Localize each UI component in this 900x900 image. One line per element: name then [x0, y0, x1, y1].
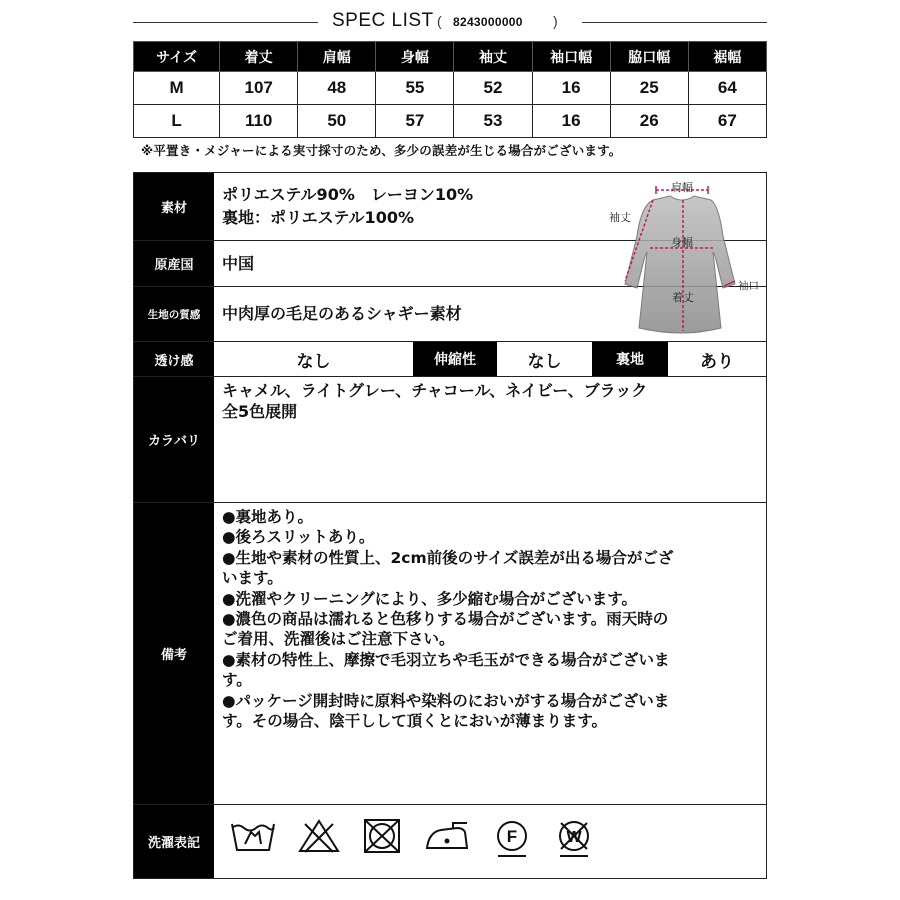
size-row-m — [134, 72, 767, 105]
size-cell: M — [134, 72, 220, 105]
sheer-label: 透け感 — [134, 342, 214, 376]
size-cell: 50 — [298, 105, 376, 138]
wet-clean-letter: W — [566, 829, 582, 846]
product-code: 8243000000 — [453, 15, 523, 29]
size-cell: 52 — [454, 72, 532, 105]
diagram-length-label: 着丈 — [672, 291, 694, 304]
size-table-header — [134, 42, 767, 72]
size-cell: 57 — [376, 105, 454, 138]
code-paren-open: ( — [437, 13, 442, 29]
garment-measurement-diagram — [595, 176, 770, 348]
size-header-cell: 袖丈 — [454, 42, 532, 72]
material-line-2: 裏地：ポリエステル100% — [222, 208, 414, 227]
size-note: ※平置き・メジャーによる実寸採寸のため、多少の誤差が生じる場合がございます。 — [141, 143, 622, 158]
texture-label: 生地の質感 — [134, 287, 214, 341]
size-cell: 48 — [298, 72, 376, 105]
note-line: ●洗濯やクリーニングにより、多少縮む場合がございます。 — [222, 589, 637, 608]
stretch-value: なし — [527, 351, 562, 372]
size-cell: 67 — [688, 105, 766, 138]
note-line: います。 — [222, 569, 283, 588]
note-line: ●濃色の商品は濡れると色移りする場合がございます。雨天時の — [222, 610, 669, 629]
size-cell: 55 — [376, 72, 454, 105]
size-cell: 26 — [610, 105, 688, 138]
size-header-cell: サイズ — [134, 42, 220, 72]
size-table — [133, 41, 767, 138]
size-header-cell: 袖口幅 — [532, 42, 610, 72]
size-cell: 25 — [610, 72, 688, 105]
spec-block — [133, 172, 767, 879]
origin-value: 中国 — [222, 254, 255, 273]
texture-value: 中肉厚の毛足のあるシャギー素材 — [222, 304, 462, 323]
material-line-1: ポリエステル90% レーヨン10% — [222, 185, 474, 204]
note-line: ●後ろスリットあり。 — [222, 528, 375, 547]
no-wet-clean-icon — [553, 818, 595, 860]
size-cell: 16 — [532, 72, 610, 105]
size-cell: 16 — [532, 105, 610, 138]
origin-label: 原産国 — [134, 241, 214, 286]
note-line: ●素材の特性上、摩擦で毛羽立ちや毛玉ができる場合がございま — [222, 650, 670, 669]
size-header-cell: 裾幅 — [688, 42, 766, 72]
material-label: 素材 — [134, 173, 214, 240]
dry-clean-f-icon — [491, 818, 533, 860]
title-rule-right — [582, 22, 767, 23]
note-line: ●パッケージ開封時に原料や染料のにおいがする場合がございま — [222, 691, 670, 710]
diagram-body-label: 身幅 — [671, 236, 693, 249]
hand-wash-icon — [229, 818, 277, 854]
page-title: SPEC LIST — [332, 10, 434, 31]
notes-row — [133, 503, 767, 805]
colors-line-1: キャメル、ライトグレー、チャコール、ネイビー、ブラック — [222, 381, 648, 400]
care-row — [133, 805, 767, 879]
lining-value: あり — [700, 351, 734, 372]
sheer-value: なし — [296, 351, 331, 372]
note-line: ●裏地あり。 — [222, 508, 314, 526]
iron-low-icon — [423, 818, 471, 854]
size-cell: 64 — [688, 72, 766, 105]
stretch-label: 伸縮性 — [413, 342, 497, 376]
diagram-shoulder-label: 肩幅 — [671, 181, 693, 194]
note-line: す。その場合、陰干しして頂くとにおいが薄まります。 — [222, 712, 608, 731]
no-bleach-icon — [297, 818, 341, 854]
lining-label: 裏地 — [592, 342, 668, 376]
title-rule-left — [133, 22, 318, 23]
size-cell: 110 — [220, 105, 298, 138]
note-line: ●生地や素材の性質上、2cm前後のサイズ誤差が出る場合がござ — [222, 548, 674, 567]
notes-label: 備考 — [134, 503, 214, 804]
size-cell: 107 — [220, 72, 298, 105]
size-header-cell: 着丈 — [220, 42, 298, 72]
size-header-cell: 身幅 — [376, 42, 454, 72]
diagram-sleeve-label: 袖丈 — [609, 211, 631, 224]
note-line: ご着用、洗濯後はご注意下さい。 — [222, 630, 455, 649]
no-tumble-dry-icon — [361, 818, 403, 854]
size-cell: 53 — [454, 105, 532, 138]
size-header-cell: 肩幅 — [298, 42, 376, 72]
notes-list — [222, 507, 757, 731]
size-cell: L — [134, 105, 220, 138]
care-label: 洗濯表記 — [134, 805, 214, 878]
colors-label: カラバリ — [134, 377, 214, 502]
colors-line-2: 全5色展開 — [222, 402, 298, 421]
care-icons — [229, 818, 595, 860]
code-paren-close: ) — [553, 13, 558, 29]
dry-clean-letter: F — [506, 827, 518, 846]
colors-row — [133, 377, 767, 503]
size-header-cell: 脇口幅 — [610, 42, 688, 72]
diagram-cuff-label: 袖口 — [738, 280, 759, 292]
size-row-l — [134, 105, 767, 138]
note-line: す。 — [222, 671, 252, 690]
